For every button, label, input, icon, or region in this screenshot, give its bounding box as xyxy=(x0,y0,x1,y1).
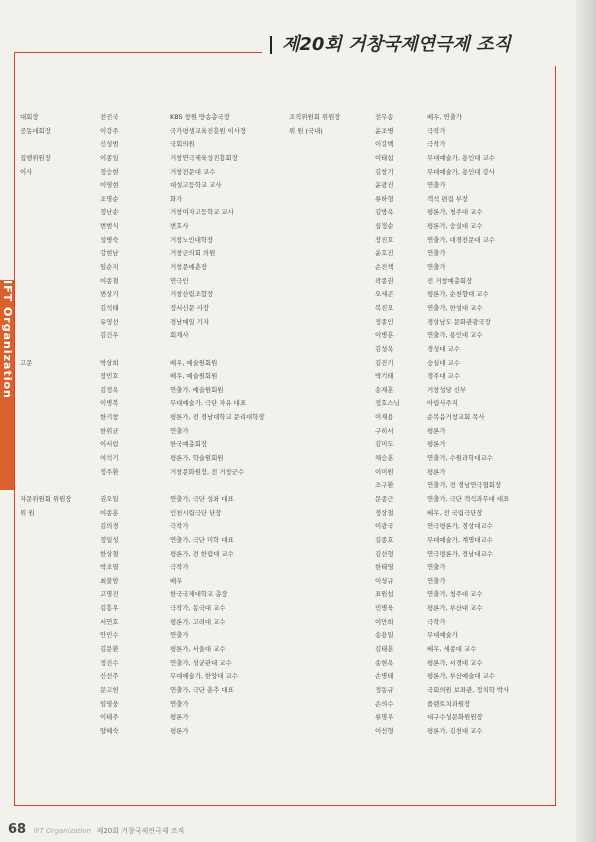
member-name: 이선형 xyxy=(375,726,394,735)
member-name: 양혜숙 xyxy=(100,726,119,735)
member-desc: 평론가, 청주대 교수 xyxy=(427,208,483,217)
member-name: 전진국 xyxy=(100,113,119,121)
member-desc: 거창여자고등학교 교사 xyxy=(170,208,234,217)
member-desc: 무대예술가, 용인대 교수 xyxy=(427,153,495,162)
member-name: 심정순 xyxy=(375,222,394,231)
member-name: 이미원 xyxy=(375,467,394,476)
member-name: 이종철 xyxy=(100,276,119,285)
member-name: 서연호 xyxy=(100,617,119,626)
member-name: 한상철 xyxy=(100,549,119,558)
member-desc: 평론가, 학술원회원 xyxy=(170,454,224,463)
member-desc: 연출가, 한성대 교수 xyxy=(427,303,483,312)
member-desc: 연출가, 대경전문대 교수 xyxy=(427,235,495,244)
member-desc: 연극평론가, 경상대교수 xyxy=(427,522,493,531)
member-desc: 극작가 xyxy=(427,140,446,149)
member-desc: 숭실대 교수 xyxy=(427,358,460,367)
member-desc: 평론가, 김천대 교수 xyxy=(427,726,483,735)
member-desc: 한국국제대학교 총장 xyxy=(170,590,228,599)
member-name: 정진수 xyxy=(100,658,119,667)
member-name: 권오일 xyxy=(100,494,119,503)
member-desc: 정서신문 사장 xyxy=(170,303,210,312)
member-desc: 연출가 xyxy=(170,631,189,640)
member-name: 박상희 xyxy=(100,358,119,367)
member-desc: 연출가 xyxy=(427,563,446,572)
member-name: 이병복 xyxy=(100,399,119,408)
member-name: 윤광진 xyxy=(375,181,394,190)
member-desc: 국회의원 보좌관, 정치학 박사 xyxy=(427,685,510,694)
member-desc: 연출가 xyxy=(427,576,446,585)
member-name: 이만희 xyxy=(375,617,394,626)
member-name: 김정옥 xyxy=(100,385,119,394)
member-name: 장진호 xyxy=(375,235,394,244)
member-name: 박조열 xyxy=(100,563,119,572)
member-desc: 극작가 xyxy=(170,563,189,572)
member-name: 한기창 xyxy=(100,413,119,422)
member-name: 강현남 xyxy=(100,249,119,258)
member-desc: 거창전문대 교수 xyxy=(170,167,216,176)
member-name: 손진책 xyxy=(375,263,394,272)
member-name: 장민호 xyxy=(100,372,119,381)
member-desc: 연극평론가, 경남대교수 xyxy=(427,549,493,558)
member-desc: 연출가, 전 경남연극협회장 xyxy=(427,481,502,490)
member-desc: 경남매일 기자 xyxy=(170,317,210,326)
member-desc: 평론가, 전 경남대학교 문리대학장 xyxy=(170,413,265,422)
member-desc: 아림사주지 xyxy=(427,399,458,408)
member-name: 김태훈 xyxy=(375,644,394,653)
member-name: 손의수 xyxy=(375,699,394,708)
member-name: 김석태 xyxy=(100,303,119,312)
member-desc: 거창문화원장, 전 거창군수 xyxy=(170,467,245,476)
member-desc: 연출가, 극단 성좌 대표 xyxy=(170,494,234,503)
member-desc: 평론가, 부산예술대 교수 xyxy=(427,672,495,681)
member-desc: 순복음거창교회 목사 xyxy=(427,413,485,422)
member-name: 이서림 xyxy=(100,440,119,449)
footer xyxy=(8,822,184,837)
member-desc: 연출가, 용인대 교수 xyxy=(427,331,483,340)
member-name: 신성범 xyxy=(100,140,119,149)
role-text: 자문위원회 위원장 xyxy=(20,494,72,503)
role-text: 위 원 xyxy=(20,508,35,517)
member-desc: 연출가 xyxy=(427,181,446,190)
member-desc: 평론가 xyxy=(427,426,446,435)
member-name: 정호스님 xyxy=(375,399,400,408)
member-name: 박기태 xyxy=(375,372,394,381)
member-name: 송재훈 xyxy=(375,385,394,394)
member-desc: 연출가 xyxy=(427,263,446,272)
member-name: 이재용 xyxy=(375,413,394,422)
member-name: 변상기 xyxy=(100,290,119,299)
member-name: 이강주 xyxy=(100,126,119,135)
member-name: 정승현 xyxy=(100,167,119,176)
member-desc: 거창노인대학장 xyxy=(170,235,214,244)
member-name: 이종훈 xyxy=(100,508,119,517)
member-name: 정종인 xyxy=(375,317,394,326)
member-desc: 연출가, 수원과학대교수 xyxy=(427,454,493,463)
member-desc: 배우, 예술원회원 xyxy=(170,358,218,367)
member-desc: 국회의원 xyxy=(170,140,195,149)
member-desc: 무대예술가, 한양대 교수 xyxy=(170,672,238,681)
member-name: 이태섭 xyxy=(375,153,394,162)
member-desc: 배우, 연출가 xyxy=(427,113,462,121)
member-name: 김진기 xyxy=(375,358,394,367)
member-name: 임영웅 xyxy=(100,699,119,708)
member-name: 송현옥 xyxy=(375,658,394,667)
member-desc: 거창군의회 의원 xyxy=(170,249,216,258)
member-desc: KBS 창원 방송총국장 xyxy=(170,113,230,121)
member-desc: 극작가 xyxy=(427,126,446,135)
member-name: 김건우 xyxy=(100,331,119,340)
member-name: 문고헌 xyxy=(100,685,119,694)
member-name: 윤조병 xyxy=(375,126,394,135)
member-desc: 평론가, 전 한림대 교수 xyxy=(170,549,234,558)
member-name: 정난순 xyxy=(100,208,119,217)
member-name: 이성규 xyxy=(375,576,394,585)
role-text: 공동대회장 xyxy=(20,126,51,135)
member-name: 정일성 xyxy=(100,535,119,544)
member-name: 최불암 xyxy=(100,576,119,585)
member-desc: 거창연극제육성진흥회장 xyxy=(170,153,238,162)
member-desc: 연출가, 성균관대 교수 xyxy=(170,658,232,667)
role-text: 이사 xyxy=(20,167,33,176)
member-name: 조구환 xyxy=(375,481,394,490)
member-name: 김문환 xyxy=(100,644,119,653)
member-name: 문종근 xyxy=(375,494,394,503)
member-desc: 경주대 교수 xyxy=(427,372,460,381)
member-name: 전무송 xyxy=(375,113,394,121)
member-desc: 평론가 xyxy=(170,713,189,722)
member-name: 김미도 xyxy=(375,440,394,449)
member-name: 정상철 xyxy=(375,508,394,517)
member-desc: 배우, 세종대 교수 xyxy=(427,644,477,653)
member-name: 이병훈 xyxy=(375,331,394,340)
member-desc: 국가평생교육진흥원 이사장 xyxy=(170,126,247,135)
member-name: 조명순 xyxy=(100,194,119,203)
role-text: 고문 xyxy=(20,358,33,367)
member-desc: 극작가 xyxy=(427,617,446,626)
member-name: 김흥우 xyxy=(100,604,119,613)
title-divider xyxy=(270,36,272,54)
member-name: 유영선 xyxy=(100,317,119,326)
member-desc: 극작가, 동국대 교수 xyxy=(170,604,226,613)
footer-english: IFT Organization xyxy=(33,827,92,835)
member-name: 한위균 xyxy=(100,426,119,435)
member-desc: 변호사 xyxy=(170,222,189,231)
member-desc: 평론가 xyxy=(427,440,446,449)
member-name: 민병욱 xyxy=(375,604,394,613)
member-desc: 연출가, 예술원회원 xyxy=(170,385,224,394)
page-number: 68 xyxy=(8,822,27,837)
role-text: 대회장 xyxy=(20,113,39,121)
member-name: 정동규 xyxy=(375,685,394,694)
member-name: 류명우 xyxy=(375,713,394,722)
member-desc: 연출가, 극단 미학 대표 xyxy=(170,535,234,544)
member-name: 김방옥 xyxy=(375,208,394,217)
member-desc: 무대예술가, 계명대교수 xyxy=(427,535,493,544)
member-name: 여석기 xyxy=(100,454,119,463)
member-name: 고명진 xyxy=(100,590,119,599)
member-name: 변범식 xyxy=(100,222,119,231)
member-desc: 연출가, 극단 춘추 대표 xyxy=(170,685,234,694)
member-desc: 연출가 xyxy=(427,249,446,258)
member-name: 이광국 xyxy=(375,522,394,531)
member-desc: 거창문예춘장 xyxy=(170,263,208,272)
member-name: 안민수 xyxy=(100,631,119,640)
member-name: 곽종권 xyxy=(375,276,394,285)
member-desc: 경성대 교수 xyxy=(427,344,460,353)
member-name: 오세곤 xyxy=(375,290,394,299)
member-desc: 무대예술가 xyxy=(427,631,458,640)
member-name: 류하형 xyxy=(375,194,394,203)
member-desc: 배우, 전 국립극단장 xyxy=(427,508,483,517)
member-name: 성병숙 xyxy=(100,235,119,244)
member-name: 이종일 xyxy=(100,153,119,162)
member-desc: 무대예술가, 용인대 강사 xyxy=(427,167,495,176)
member-desc: 연출가 xyxy=(170,426,189,435)
page-edge xyxy=(576,0,596,842)
member-desc: 연극인 xyxy=(170,276,189,285)
member-desc: 배우 xyxy=(170,576,183,585)
member-name: 송용일 xyxy=(375,631,394,640)
member-name: 채승훈 xyxy=(375,454,394,463)
side-tab-label: IFT Organization xyxy=(1,280,14,399)
member-desc: 극작가 xyxy=(170,522,189,531)
member-desc: 전 거창예총회장 xyxy=(427,276,473,285)
member-name: 김선형 xyxy=(375,549,394,558)
member-name: 정주환 xyxy=(100,467,119,476)
member-name: 손병태 xyxy=(375,672,394,681)
member-desc: 평론가, 부산대 교수 xyxy=(427,604,483,613)
footer-korean: 제20회 거창국제연극제 조직 xyxy=(96,827,185,835)
member-desc: 연출가, 청주대 교수 xyxy=(427,590,483,599)
member-desc: 화가 xyxy=(170,194,183,203)
member-name: 이영현 xyxy=(100,181,119,190)
member-name: 신선주 xyxy=(100,672,119,681)
member-desc: 거창산림조합장 xyxy=(170,290,214,299)
member-desc: 객석 편집 부장 xyxy=(427,194,469,203)
member-name: 김의경 xyxy=(100,522,119,531)
member-desc: 대성고등학교 교사 xyxy=(170,181,222,190)
member-desc: 인천시립극단 단장 xyxy=(170,508,222,517)
member-desc: 경상남도 문화관광국장 xyxy=(427,317,491,326)
member-desc: 회계사 xyxy=(170,331,189,340)
member-name: 김성옥 xyxy=(375,344,394,353)
member-desc: 평론가 xyxy=(170,726,189,735)
role-text: 집행위원장 xyxy=(20,153,51,162)
member-desc: 평론가 xyxy=(427,467,446,476)
member-desc: 평론가, 고려대 교수 xyxy=(170,617,226,626)
page-title: 제20회 거창국제연극제 조직 xyxy=(282,34,511,55)
member-desc: 한국예총회장 xyxy=(170,440,208,449)
member-desc: 연출가 xyxy=(170,699,189,708)
member-desc: 평론가, 서울대 교수 xyxy=(170,644,226,653)
member-name: 윤호진 xyxy=(375,249,394,258)
member-desc: 평론가, 서경대 교수 xyxy=(427,658,483,667)
member-desc: 연출가, 극단 객석과무대 대표 xyxy=(427,494,510,503)
side-tab xyxy=(0,280,14,490)
member-desc: 평론가, 숭실대 교수 xyxy=(427,222,483,231)
member-name: 표원섭 xyxy=(375,590,394,599)
role-text: 위 원 (국내) xyxy=(289,126,323,135)
member-name: 복진오 xyxy=(375,303,394,312)
member-name: 이강백 xyxy=(375,140,394,149)
role-text: 조직위원회 위원장 xyxy=(289,113,341,121)
member-name: 구히서 xyxy=(375,426,394,435)
member-desc: 평론가, 순천향대 교수 xyxy=(427,290,489,299)
member-desc: 거창성당 신부 xyxy=(427,385,467,394)
member-name: 임순지 xyxy=(100,263,119,272)
member-name: 이태주 xyxy=(100,713,119,722)
member-desc: 대구수성문화원원장 xyxy=(427,713,483,722)
member-name: 김창기 xyxy=(375,167,394,176)
member-desc: 배우, 예술원회원 xyxy=(170,372,218,381)
member-desc: 무대예술가, 극단 자유 대표 xyxy=(170,399,247,408)
member-desc: 플랜트치과원장 xyxy=(427,699,471,708)
member-name: 김종호 xyxy=(375,535,394,544)
member-name: 한태영 xyxy=(375,563,394,572)
